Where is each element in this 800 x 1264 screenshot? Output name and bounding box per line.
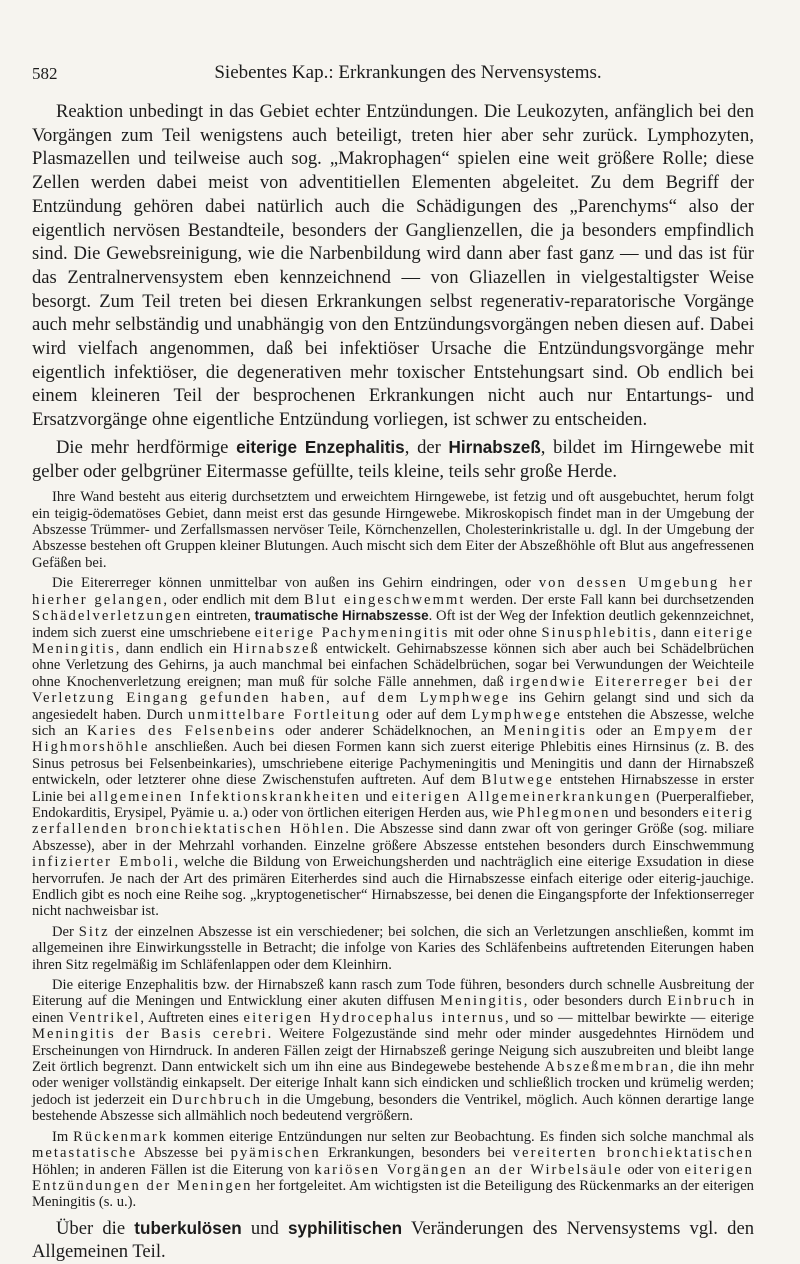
spaced-term: eiterige Meningitis <box>32 624 754 657</box>
term-eiterige-enzephalitis: eiterige Enzephalitis <box>236 437 405 457</box>
text-run: oder an <box>587 722 654 739</box>
text-run: mit oder ohne <box>449 624 542 641</box>
text-run: Die mehr herdförmige <box>56 436 237 458</box>
text-run: entstehen die Abszesse, welche sich an <box>32 706 754 739</box>
spaced-term: kariösen Vorgängen an der Wirbelsäule <box>314 1161 623 1178</box>
text-run: Im <box>52 1128 74 1145</box>
text-run: in einen <box>32 993 754 1026</box>
spaced-term: eiterigen Allgemeinerkrankungen <box>391 788 652 805</box>
text-run: Veränderungen des Nervensystems vgl. den Allgemeinen Teil. <box>32 1217 754 1263</box>
term-syphilitischen: syphilitischen <box>288 1218 403 1238</box>
text-run: , dann endlich ein <box>115 640 233 657</box>
text-run: , Auftreten eines <box>140 1009 244 1026</box>
spaced-term: Schädelverletzungen <box>32 608 193 625</box>
spaced-term: Sitz <box>78 923 110 940</box>
text-run: , und so — mittelbar bewirkte — eiterige <box>505 1009 754 1026</box>
text-run: oder auf dem <box>380 706 472 723</box>
paragraph-abscess-intro <box>32 436 754 483</box>
spaced-term: Ventrikel <box>68 1009 141 1026</box>
spaced-term: Phlegmonen <box>517 804 611 821</box>
spaced-term: Blut eingeschwemmt <box>304 591 466 608</box>
paragraph-spinal-cord <box>32 1129 754 1211</box>
spaced-term: Rückenmark <box>73 1128 169 1145</box>
spaced-term: Empyem der Highmorshöhle <box>32 722 754 756</box>
spaced-term: Lymphwege <box>471 706 562 723</box>
spaced-term: von dessen Umgebung her hierher gelangen <box>32 575 754 608</box>
text-run: werden. Der erste Fall kann bei durchsetzenden <box>465 591 754 608</box>
paragraph-pathogens <box>32 575 754 920</box>
spaced-term: Hirnabszeß <box>232 640 320 657</box>
text-run: , oder endlich mit dem <box>163 591 304 608</box>
text-run: anschließen. Auch bei diesen Formen kann sich zuerst eiterige Phlebitis eines Hirnsinus (z. B. des Sinus petrosus bei Felsenbeinkaries), umschriebene eiterige Pachymeningitis und Meningitis und dann der Hirnabszeß entwickeln, oder letzterer ohne diese Zwischenstufen auftreten. Auf dem <box>32 739 754 789</box>
term-tuberkuloesen: tuberkulösen <box>134 1218 242 1238</box>
text-run: und <box>360 788 392 805</box>
text-run: Abszesse bei <box>137 1145 231 1162</box>
spaced-term: eiterige Pachymeningitis <box>254 624 450 641</box>
spaced-term: eiterigen Entzündungen der Meningen <box>32 1161 754 1194</box>
paragraph-inflammation: Reaktion unbedingt in das Gebiet echter Entzündungen. Die Leukozyten, anfänglich bei den Vorgängen zum Teil wenigstens auch beteiligt, treten hier aber sehr zurück. Lymphozyten, Plasmazellen und teilweise auch sog. „Makrophagen“ spielen eine weit größere Rolle; diese Zellen werden dabei meist von adventitiellen Elementen abgeleitet. Zu dem Begriff der Entzündung gehören dabei natürlich auch die Schädigungen des „Parenchyms“ also der eigentlich nervösen Bestandteile, besonders der Ganglienzellen, die ja besonders empfindlich sind. Die Gewebsreinigung, wie die Narbenbildung wird dann aber fast ganz — und das ist für das Zentralnervensystem eben kennzeichnend — von Gliazellen in vielgestaltigster Weise besorgt. Zum Teil treten bei diesen Erkrankungen selbst regenerativ-reparatorische Vorgänge auch mehr selbständig und unabhängig von den Entzündungsvorgängen neben diesen auf. Dabei wird vielfach angenommen, daß bei infektiöser Ursache die Entzündungsvorgänge mehr eigentlich infektiöser, die degenerativen mehr toxischer Entstehungsart sind. Ob endlich bei einem kleineren Teil der besprochenen Erkrankungen nicht auch nur Entartungs- und Ersatzvorgänge ohne eigentliche Entzündung vorliegen, ist schwer zu entscheiden. <box>32 101 754 431</box>
text-run: Höhlen; in anderen Fällen ist die Eiterung von <box>32 1161 315 1178</box>
text-run: , die ihn mehr oder weniger vollständig einkapselt. Der eiterige Inhalt kann sich eindicken und schließlich trocken und krümelig werden; jedoch ist jederzeit ein <box>32 1059 754 1108</box>
page-number: 582 <box>32 64 58 83</box>
spaced-term: Meningitis <box>503 722 587 739</box>
spaced-term: Karies des Felsenbeins <box>87 722 277 739</box>
text-run: kommen eiterige Entzündungen nur selten zur Beobachtung. Es finden sich solche manchmal als <box>168 1128 754 1145</box>
page-header <box>32 58 754 84</box>
spaced-term: Einbruch <box>667 993 738 1010</box>
spaced-term: metastatische <box>32 1145 138 1162</box>
text-run: . Die Abszesse sind dann zwar oft von geringer Größe (sog. miliare Abszesse), aber in der Mehrzahl vorhanden. Einzelne größere Abszesse entstehen besonders durch Einschwemmung <box>32 821 754 854</box>
text-run: Die eiterige Enzephalitis bzw. der Hirnabszeß kann rasch zum Tode führen, besonders durch schnelle Ausbreitung der Eiterung auf die Meningen und Entwicklung einer akuten diffusen <box>32 977 754 1010</box>
spaced-term: Meningitis der Basis cerebri <box>32 1026 268 1043</box>
text-run: . Weitere Folgezustände sind mehr oder minder ausgedehntes Hirnödem und Erscheinungen von Hirndruck. In anderen Fällen zeigt der Hirnabszeß geringe Neigung sich auszubreiten und bleibt lange Zeit örtlich begrenzt. Dann entwickelt sich um ihn eine aus Bindegewebe bestehende <box>32 1026 754 1076</box>
paragraph-site <box>32 924 754 973</box>
spaced-term: Durchbruch <box>171 1091 262 1108</box>
spaced-term: allgemeinen Infektionskrankheiten <box>89 788 361 805</box>
spaced-term: Abszeßmembran <box>544 1059 670 1076</box>
text-run: oder von <box>622 1161 685 1178</box>
text-run: , welche die Bildung von Erweichungsherden und nachträglich eine eiterige Exsudation in diese hervorrufen. Je nach der Art des primären Eiterherdes sind auch die Hirnabszesse einfach eiterige oder eiterig-jauchige. Endlich gibt es noch eine Reihe sog. „kryptogenetischer“ Hirnabszesse, bei denen die Eingangspforte der Infektionserreger nicht nachweisbar ist. <box>32 854 754 920</box>
paragraph-course <box>32 977 754 1125</box>
spaced-term: pyämischen <box>230 1145 321 1162</box>
running-head: Siebentes Kap.: Erkrankungen des Nervensystems. <box>214 62 602 83</box>
text-run: , oder besonders durch <box>523 993 668 1010</box>
text-run: her fortgeleitet. Am wichtigsten ist die Beteiligung des Rückenmarks an der eiterigen Meningitis (s. u.). <box>32 1177 754 1211</box>
text-run: Der <box>52 923 79 940</box>
paragraph-closing <box>32 1217 754 1264</box>
spaced-term: Blutwege <box>481 772 554 789</box>
page-body <box>32 100 754 1264</box>
text-run: , der <box>404 436 449 458</box>
spaced-term: eiterig zerfallenden bronchiektatischen Höhlen <box>32 804 754 838</box>
text-run: und besonders <box>610 804 703 821</box>
small-print-section <box>32 489 754 1210</box>
spaced-term: Sinusphlebitis <box>541 624 653 641</box>
paragraph-wall: Ihre Wand besteht aus eiterig durchsetztem und erweichtem Hirngewebe, ist fetzig und oft ausgebuchtet, herum folgt ein teigig-ödematöses Gebiet, dann meist erst das gesunde Hirngewebe. Mikroskopisch findet man in der Umgebung der Abszesse Trümmer- und Zerfallsmassen nervöser Teile, Körnchenzellen, Cholesterinkristalle u. dgl. In der Umgebung der Abszesse bestehen oft Gruppen kleiner Blutungen. Auch mischt sich dem Eiter der Abszeßhöhle oft Blut aus angefressenen Gefäßen bei. <box>32 489 754 571</box>
text-run: entwickelt. Gehirnabszesse können sich aber auch bei Schädelbrüchen ohne Verletzung des Gehirns, ja auch manchmal bei einfachen Schädelbrüchen, sogar bei Verwundungen der Weichteile ohne Knochenverletzung ereignen; man muß für solche Fälle annehmen, daß <box>32 640 754 690</box>
text-run: Die Eitererreger können unmittelbar von außen ins Gehirn eindringen, oder <box>52 575 539 592</box>
text-run: ins Gehirn gelangt sind und sich da angesiedelt haben. Durch <box>32 690 754 723</box>
text-run: (Puerperalfieber, Endokarditis, Erysipel, Pyämie u. a.) oder von örtlichen eiterigen Herden aus, wie <box>32 788 754 821</box>
text-run: entstehen Hirnabszesse in erster Linie bei <box>32 772 754 805</box>
spaced-term: vereiterten bronchiektatischen <box>512 1145 755 1162</box>
term-hirnabszess: Hirnabszeß <box>448 437 541 457</box>
text-run: oder anderer Schädelknochen, an <box>276 722 504 739</box>
text-run: , bildet im Hirngewebe mit gelber oder gelbgrüner Eitermasse gefüllte, teils kleine, teils sehr große Herde. <box>32 436 754 482</box>
text-run: , dann <box>652 624 694 641</box>
text-run: eintreten, <box>192 608 255 625</box>
text-run: . Oft ist der Weg der Infektion deutlich gekennzeichnet, indem sich zuerst eine umschriebene <box>32 608 754 641</box>
text-run: und <box>241 1217 289 1239</box>
spaced-term: eiterigen Hydrocephalus internus <box>243 1009 506 1026</box>
spaced-term: irgendwie Eitererreger bei der Verletzung Eingang gefunden haben, auf dem Lymphwege <box>32 673 754 707</box>
text-run: der einzelnen Abszesse ist ein verschiedener; bei solchen, die sich an Verletzungen anschließen, kommt im allgemeinen ihre Einwirkungsstelle in Betracht; die infolge von Karies des Schläfenbeins auftretenden Eiterungen haben ihren Sitz regelmäßig im Schläfenlappen oder dem Kleinhirn. <box>32 923 755 973</box>
spaced-term: unmittelbare Fortleitung <box>188 706 381 723</box>
term-traumatische-hirnabszesse: traumatische Hirnabszesse <box>254 608 429 624</box>
text-run: in die Umgebung, besonders die Ventrikel, möglich. Auch können derartige lange bestehende Abszesse sich allmählich noch bedeutend vergrößern. <box>32 1091 754 1125</box>
spaced-term: infizierter Emboli <box>32 854 175 871</box>
spaced-term: Meningitis <box>440 993 524 1010</box>
text-run: Erkrankungen, besonders bei <box>320 1145 513 1162</box>
text-run: Über die <box>56 1217 135 1239</box>
